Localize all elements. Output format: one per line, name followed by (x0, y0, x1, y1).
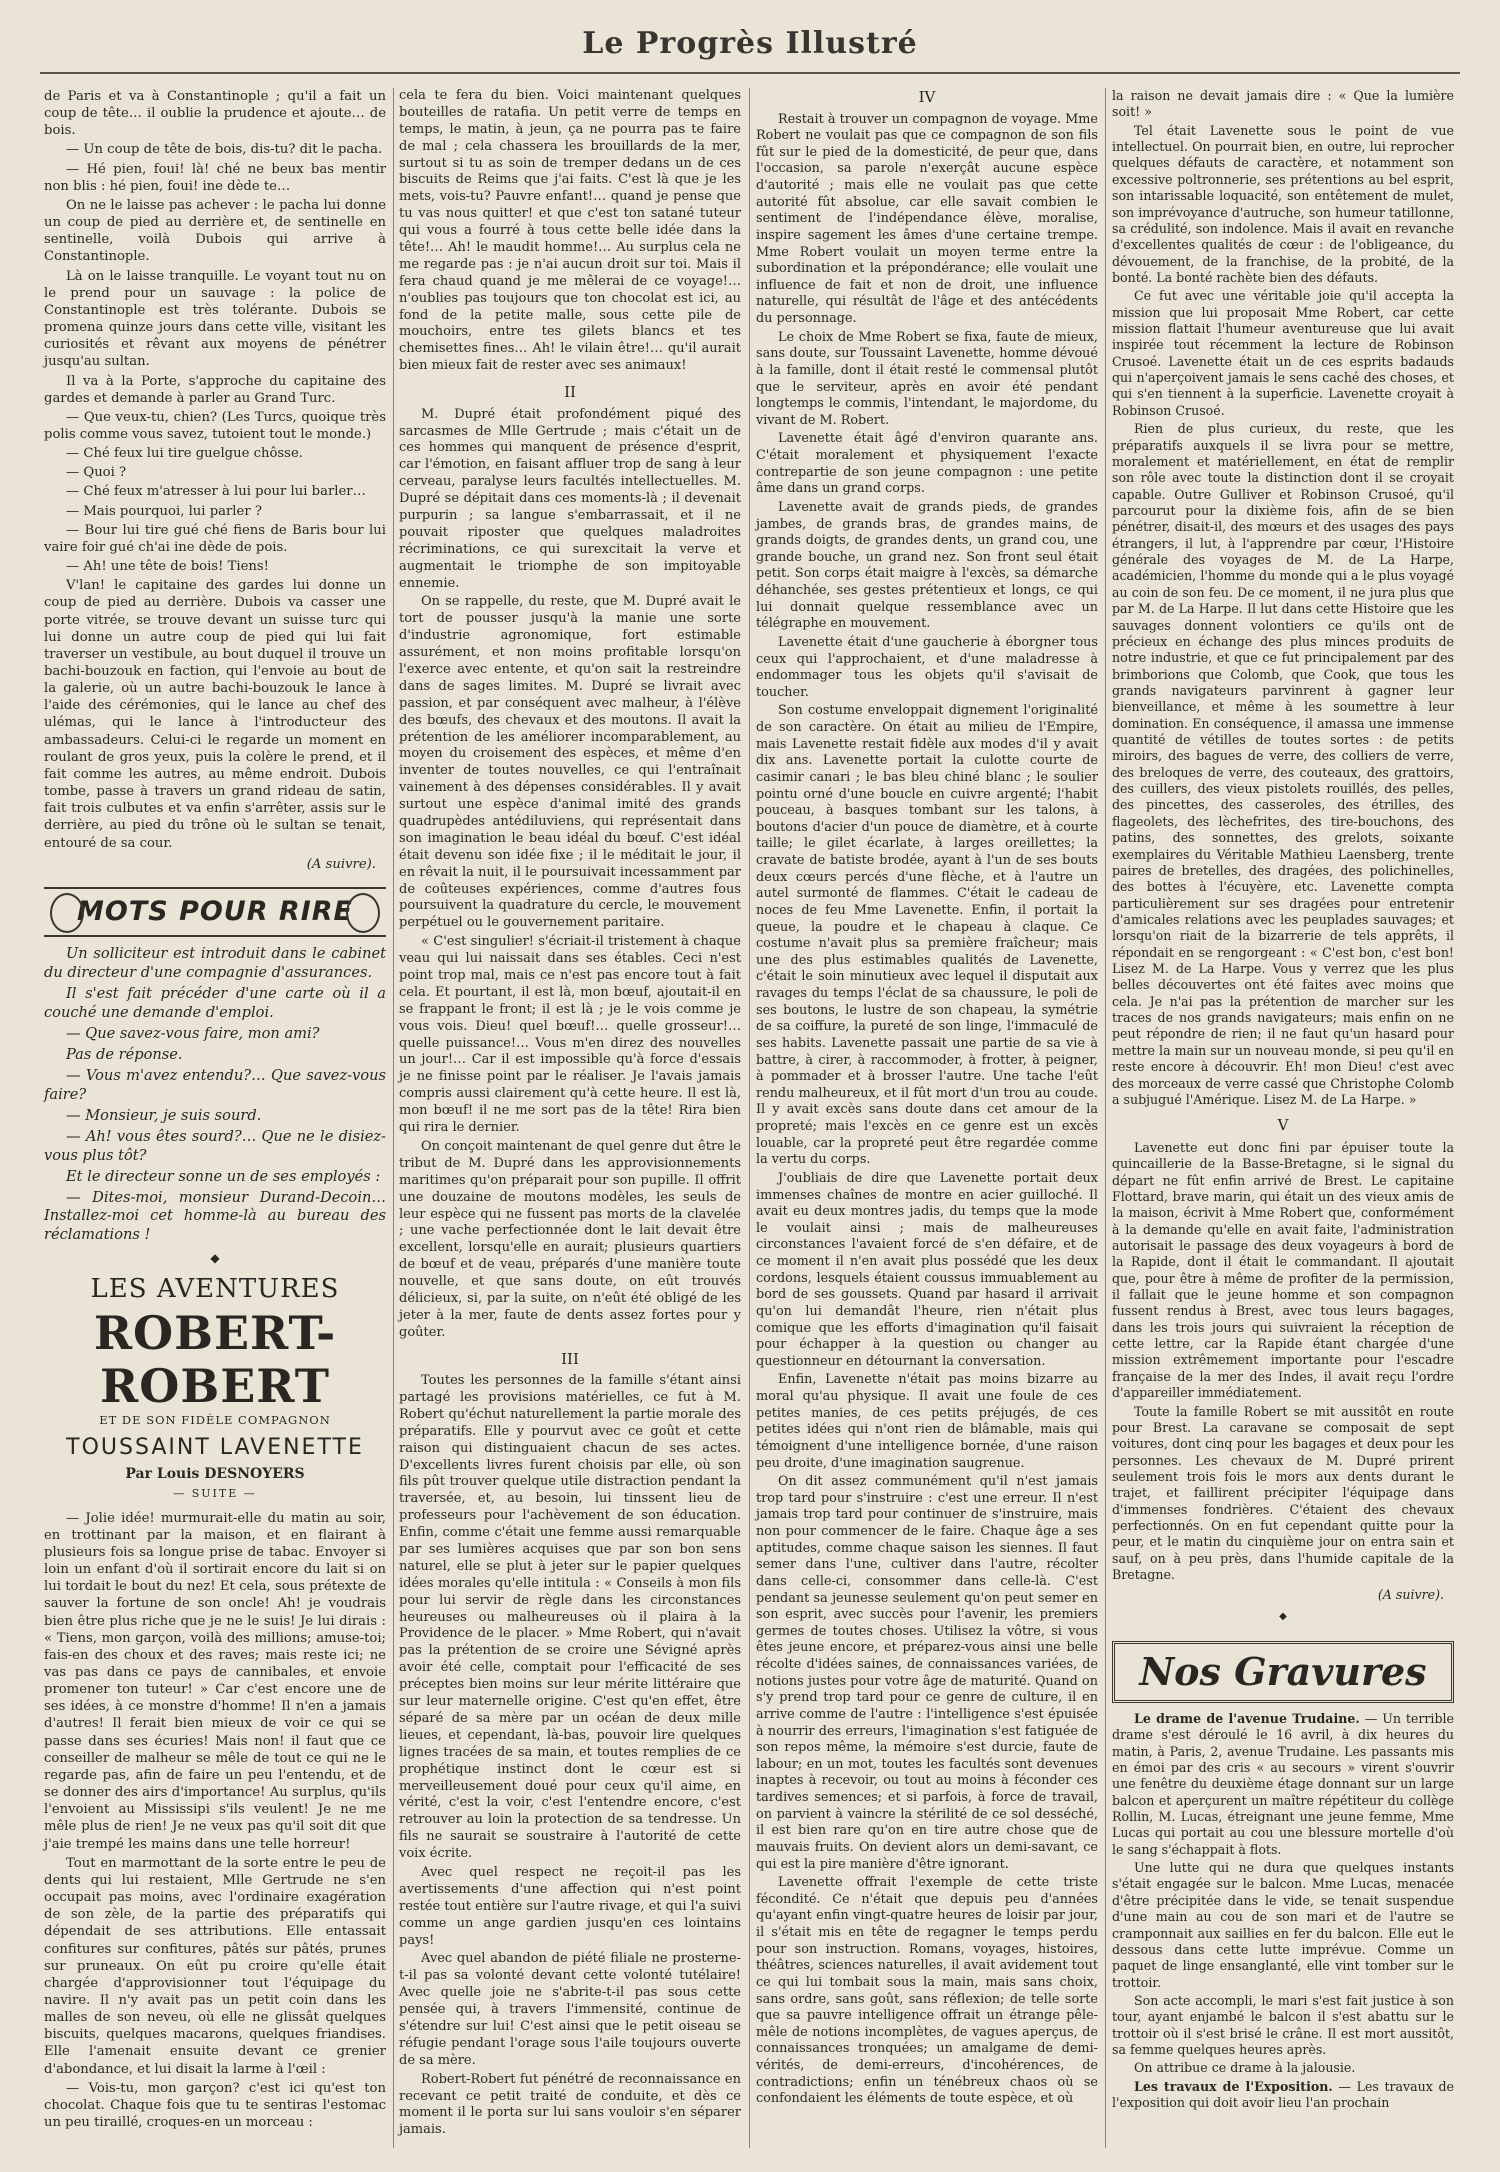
paragraph: Toutes les personnes de la famille s'étant ainsi partagé les provisions matérielles, ce fut à M. Robert qu'échut naturellement la partie morale des préparatifs. Elle y pourvut avec ce goût et cette raison qui distinguaient chacun de ses actes. D'excellents livres furent choisis par elle, où son fils pût trouver quelque utile distraction pendant la traversée, et, au besoin, lui tinssent lieu de professeurs pour l'achèvement de son éducation. Enfin, comme c'était une femme aussi remarquable par ses lumières acquises que par son bon sens naturel, elle se plut à jeter sur le papier quelques idées morales qu'elle intitula : « Conseils à mon fils pour lui servir de règle dans les circonstances heureuses ou malheureuses où il plaira à la Providence de le placer. » Mme Robert, qui n'avait pas la prétention de se croire une Sévigné après avoir été celle, comptait pour l'efficacité de ses préceptes bien moins sur leur mérite littéraire que sur leur maternelle origine. C'est qu'en effet, être séparé de sa mère par un océan de deux mille lieues, et cependant, là-bas, pouvoir lire quelques lignes tracées de sa main, et toutes remplies de ce prophétique instinct dont le cœur est si merveilleusement doué pour ceux qu'il aime, en vérité, c'est la voir, c'est l'entendre encore, c'est retrouver au loin la protection de sa tendresse. Un fils ne saurait se soustraire à l'autorité de cette voix écrite. (399, 1373, 741, 1862)
paragraph: Son costume enveloppait dignement l'originalité de son caractère. On était au milieu de l'Empire, mais Lavenette restait fidèle aux modes d'il y avait dix ans. Lavenette portait la culotte courte de casimir canari ; le bas bleu chiné blanc ; le soulier pointu orné d'une boucle en cuivre argenté; l'habit pouceau, à basques tombant sur les talons, à boutons d'acier d'un pouce de diamètre, et à courte taille; le gilet écarlate, à larges oreillettes; la cravate de batiste brodée, ayant à l'un de ses bouts deux cœurs percés d'une flèche, et à l'autre un autel surmonté de flammes. C'était le cadeau de noces de feu Mme Lavenette. Enfin, il portait la queue, la poudre et le chapeau à claque. Ce costume n'avait plus sa première fraîcheur; mais une des plus estimables qualités de Lavenette, c'était le soin minutieux avec lequel il disputait aux ravages du temps l'éclat de sa chaussure, le poli de ses boutons, le lustre de son chapeau, la symétrie de sa coiffure, la pureté de son linge, l'immaculé de ses habits. Lavenette passait une partie de sa vie à battre, à cirer, à raccommoder, à frotter, à peigner, à pommader et à brosser l'autre. Une tache l'eût rendu malheureux, et il fût mort d'un trou au coude. Il y avait excès sans doute dans cet amour de la propreté; mais l'excès en ce genre est un excès louable, car la propreté peut être regardée comme la vertu du corps. (756, 703, 1098, 1168)
paragraph: Tel était Lavenette sous le point de vue intellectuel. On pourrait bien, en outre, lui reprocher quelques défauts de caractère, et notamment son excessive poltronnerie, ses prétentions au bel esprit, son intarissable loquacité, son entêtement de mulet, son imprévoyance d'autruche, son humeur tatillonne, sa crédulité, son indolence. Mais il avait en revanche d'excellentes qualités de cœur : de l'obligeance, du dévouement, de la franchise, de la probité, de la bonté. La bonté rachète bien des défauts. (1112, 122, 1454, 285)
paragraph: — Ah! une tête de bois! Tiens! (66, 559, 269, 575)
paragraph: V'lan! le capitaine des gardes lui donne un coup de pied au derrière. Dubois va casser une porte vitrée, se trouve devant un suisse turc qui lui donne un autre coup de pied qui lui fait traverser un vestibule, au bout duquel il trouve un bachi-bouzouk en faction, qui l'envoie au bout de la galerie, où un autre bachi-bouzouk le lance à l'aide des cérémonies, qui le lance au chef des ulémas, qui le lance à l'introducteur des ambassadeurs. Celui-ci le regarde un moment en roulant de gros yeux, puis la colère le prend, et il fait comme les autres, au même endroit. Dubois tombe, passe à travers un grand rideau de satin, fait trois culbutes et va enfin s'arrêter, assis sur le derrière, au pied du trône où le sultan se tenait, entouré de sa cour. (44, 578, 386, 851)
ornament-divider: ◆ (210, 1251, 220, 1266)
news-item-title: Les travaux de l'Exposition. (1134, 2078, 1333, 2094)
paragraph: Restait à trouver un compagnon de voyage. Mme Robert ne voulait pas que ce compagnon de son fils fût sur le pied de la domesticité, de peur que, dans l'occasion, sa parole n'exerçât aucune espèce d'autorité ; mais elle ne voulait pas que cette autorité fût absolue, car elle savait combien le sentiment de l'indépendance élève, moralise, inspire sagement les âmes d'une certaine trempe. Mme Robert voulait un moyen terme entre la subordination et la prépondérance; elle voulait une influence de fait et non de droit, une influence naturelle, qui résultât de l'âge et des antécédents du personnage. (756, 111, 1098, 326)
masthead-title: Le Progrès Illustré (582, 26, 918, 61)
to-be-continued: (A suivre). (306, 856, 376, 872)
nos-gravures-title: Nos Gravures (1112, 1641, 1454, 1703)
jokes-section (44, 945, 386, 1246)
paragraph: Le choix de Mme Robert se fixa, faute de mieux, sans doute, sur Toussaint Lavenette, homme dévoué à la famille, dont il était resté le commensal plutôt que le serviteur, après en avoir été pendant longtemps le commis, l'intendant, le majordome, du vivant de M. Robert. (756, 329, 1098, 428)
paragraph: Avec quel abandon de piété filiale ne prosterne-t-il pas sa volonté devant cette volonté tutélaire! Avec quelle joie ne s'abrite-t-il pas sous cette pensée qui, à travers l'immensité, continue de s'étendre sur lui! C'est ainsi que le petit oiseau se réfugie pendant l'orage sous l'aile toujours ouverte de sa mère. (399, 1951, 741, 2068)
paragraph: Lavenette était âgé d'environ quarante ans. C'était moralement et physiquement l'exacte contrepartie de son jeune compagnon : une petite âme dans un grand corps. (756, 431, 1098, 497)
news-item-text: — Un terrible drame s'est déroulé le 16 avril, à dix heures du matin, à Paris, 2, avenue Trudaine. Les passants mis en émoi par des cris « au secours » virent s'ouvrir une fenêtre du deuxième étage donnant sur un large balcon et aperçurent un maître répétiteur du collège Rollin, M. Lucas, étreignant une jeune femme, Mme Lucas qui portait au cou une blessure mortelle d'où le sang s'échappait à flots. (1112, 1710, 1455, 1857)
paragraph: — Mais pourquoi, lui parler ? (66, 503, 262, 519)
joke-line: Un solliciteur est introduit dans le cabinet du directeur d'une compagnie d'assurances. (44, 944, 386, 981)
paragraph: J'oubliais de dire que Lavenette portait deux immenses chaînes de montre en acier guilloché. Il avait eu deux montres jadis, du temps que la mode le voulait ainsi ; mais de malheureuses circonstances l'avaient forcé de s'en défaire, et de ce moment il n'en avait plus possédé que les deux cordons, lesquels étaient coussus immuablement au bord de ses goussets. Quand par hasard il arrivait qu'on lui demandât l'heure, rien n'était plus comique que les efforts d'imagination qu'il faisait pour échapper à la question ou changer au questionneur en détournant la conversation. (756, 1170, 1098, 1369)
paragraph: Une lutte qui ne dura que quelques instants s'était engagée sur le balcon. Mme Lucas, menacée d'être précipitée dans le vide, se tenait suspendue d'une main au cou de son mari et de l'autre se cramponnait aux saillies en fer du balcon. Elle eut le dessous dans cette lutte imprévue. Comme un paquet de linge ensanglanté, elle vint tomber sur le trottoir. (1112, 1860, 1454, 1990)
serial-title-block (44, 1273, 386, 1502)
paragraph: On attribue ce drame à la jalousie. (1134, 2060, 1356, 2076)
joke-line: — Que savez-vous faire, mon ami? (66, 1024, 320, 1042)
paragraph: Son acte accompli, le mari s'est fait justice à son tour, ayant enjambé le balcon il s'est abattu sur le trottoir où il s'est brisé le crâne. Il est mort aussitôt, sa femme quelques heures après. (1112, 1992, 1454, 2058)
paragraph: Il va à la Porte, s'approche du capitaine des gardes et demande à parler au Grand Turc. (44, 373, 386, 406)
news-item-title: Le drame de l'avenue Trudaine. (1134, 1710, 1360, 1726)
paragraph: — Quoi ? (66, 465, 127, 481)
paragraph: de Paris et va à Constantinople ; qu'il a fait un coup de tête… il oublie la prudence et ajoute… de bois. (44, 89, 386, 139)
serial-heading: LES AVENTURES (90, 1274, 340, 1304)
news-item (1112, 1711, 1454, 1858)
section-number: III (561, 1349, 579, 1368)
column-divider (749, 88, 750, 2148)
paragraph: — Hé pien, foui! là! ché ne beux bas mentir non blis : hé pien, foui! ine dède te… (44, 161, 386, 194)
paragraph: Avec quel respect ne reçoit-il pas les avertissements d'une affection qui n'est point restée tout entière sur l'autre rivage, et qui l'a suivi comme un ange gardien jusqu'en ces lointains pays! (399, 1864, 741, 1948)
paragraph: Rien de plus curieux, du reste, que les préparatifs auxquels il se livra pour se mettre, moralement et matériellement, en état de remplir son rôle avec toute la distinction dont il se croyait capable. Outre Gulliver et Robinson Crusoé, qu'il parcourut pour la dixième fois, afin de se bien pénétrer, disait-il, des mœurs et des usages des pays étrangers, il lut, à l'apprendre par cœur, l'Histoire générale des voyages de M. de La Harpe, académicien, l'homme du monde qui a le plus voyagé au coin de son feu. De ce moment, il ne jura plus que par M. de La Harpe. Il lut dans cette Histoire que les sauvages donnent volontiers ce qu'ils ont de précieux en échange des plus minces produits de notre industrie, et que ce fut principalement par des brimborions que Colomb, que Cook, que tous les grands navigateurs parvinrent à gagner leur bienveillance, et même à les soumettre à leur domination. En conséquence, il amassa une immense quantité de vétilles de toutes sortes : de petits miroirs, des bagues de verre, des colliers de verre, des breloques de verre, des couteaux, des grattoirs, des cuillers, des vieux pistolets rouillés, des pelles, des pincettes, des casseroles, des étrilles, des flageolets, des lèchefrites, des tire-bouchons, des patins, des sonnettes, des grelots, soixante exemplaires du Véritable Mathieu Laensberg, trente paires de bretelles, des dragées, des polichinelles, des bottes à l'écuyère, etc. Lavenette compta particulièrement sur ses dragées pour entretenir d'amicales relations avec les peuplades sauvages; et lorsqu'on riait de la bizarrerie de tels apprêts, il répondait en se rengorgeant : « C'est bon, c'est bon! Lisez M. de La Harpe. Vous y verrez que les plus belles découvertes ont été faites avec moins que cela. Je n'ai pas la prétention de marcher sur les traces de nos grands navigateurs; mais enfin on ne peut répondre de rien; il ne faut qu'un hasard pour mettre la main sur un nouveau monde, si peu qu'il en reste encore à découvrir. Eh! mon Dieu! c'est avec des morceaux de verre cassé que Christophe Colomb a subjugué l'Amérique. Lisez M. de La Harpe. » (1112, 421, 1454, 1107)
paragraph: On dit assez communément qu'il n'est jamais trop tard pour s'instruire : c'est une erreur. Il n'est jamais trop tard pour continuer de s'instruire, mais non pour commencer de le faire. Chaque âge a ses aptitudes, comme chaque saison les siennes. Il faut semer dans l'une, cultiver dans l'autre, récolter dans celle-ci, consommer dans celle-là. C'est pendant sa jeunesse seulement qu'on peut semer en son esprit, avec succès pour l'avenir, les premiers germes de toutes choses. Utilisez la vôtre, si vous êtes jeune encore, et préparez-vous ainsi une belle récolte d'idées saines, de connaissances variées, de notions justes pour votre âge de maturité. Quand on s'y prend trop tard pour ce genre de culture, il en arrive comme de l'autre : l'intelligence s'est épuisée à nourrir des erreurs, l'imagination s'est fatiguée de son repos même, la mémoire s'est durcie, faute de labour; en un mot, toutes les facultés sont devenues inaptes à recevoir, ou tout au moins à féconder ces tardives semences; et si parfois, à force de travail, on parvient à vaincre la stérilité de ce sol desséché, il est bien rare qu'on en tire autre chose que de mauvais fruits. On devient alors un demi-savant, ce qui est la pire manière d'être ignorant. (756, 1474, 1098, 1872)
news-item-text: — Les travaux de l'exposition qui doit avoir lieu l'an prochain (1112, 2078, 1454, 2111)
column-4 (1112, 88, 1454, 2113)
paragraph: la raison ne devait jamais dire : « Que la lumière soit! » (1112, 88, 1454, 120)
paragraph: — Ché feux lui tire guelgue chôsse. (66, 446, 303, 462)
column-divider (1105, 88, 1106, 2148)
joke-line: Il s'est fait précéder d'une carte où il a couché une demande d'emploi. (44, 984, 386, 1021)
paragraph: — Jolie idée! murmurait-elle du matin au soir, en trottinant par la maison, et en flairant à plusieurs fois sa longue prise de tabac. Envoyer si loin un enfant d'où il sortirait encore du lait si on lui tordait le bout du nez! Et cela, sous prétexte de sauver la fortune de son oncle! Ah! je voudrais bien être plus riche que je ne le suis! Je lui dirais : « Tiens, mon garçon, voilà des millions; amuse-toi; fais-en des choux et des raves; mais reste ici; ne vas pas dans ce pays de cannibales, et envoie promener ton tuteur! » Car c'est encore une de ses idées, à ce monstre d'homme! Il n'en a jamais d'autres! Il ferait bien mieux de voir ce qui se passe dans ses écuries! Mais non! il faut que ce conseiller de malheur se mêle de tout ce qui ne le regarde pas, afin de faire un peu l'entendu, et de se donner des airs d'importance! Au surplus, qu'ils l'envoient au Mississipi s'ils veulent! Je ne me mêle plus de rien! Je ne veux pas qu'il soit dit que j'aie trempé les mains dans une telle horreur! (44, 1510, 386, 1852)
section-number: IV (918, 88, 936, 106)
header-rule (40, 72, 1460, 74)
joke-line: — Monsieur, je suis sourd. (66, 1106, 262, 1124)
paragraph: Lavenette avait de grands pieds, de grandes jambes, de grands bras, de grandes mains, de grands doigts, de grandes dents, un grand cou, une grande bouche, un grand nez. Son front seul était petit. Son corps était maigre à l'excès, sa démarche déhanchée, ses gestes prétentieux et longs, ce qui lui donnait quelque ressemblance avec un télégraphe en mouvement. (756, 499, 1098, 632)
joke-line: — Ah! vous êtes sourd?… Que ne le disiez-vous plus tôt? (44, 1127, 386, 1164)
paragraph: — Un coup de tête de bois, dis-tu? dit le pacha. (66, 142, 383, 158)
paragraph: Là on le laisse tranquille. Le voyant tout nu on le prend pour un sauvage : la police de Constantinople est très tolérante. Dubois se promena quinze jours dans cette ville, visitant les curiosités et rêvant aux moyens de pénétrer jusqu'au sultan. (44, 268, 386, 370)
paragraph: Ce fut avec une véritable joie qu'il accepta la mission que lui proposait Mme Robert, car cette mission flattait l'humeur aventureuse que lui avait inspirée tout récemment la lecture de Robinson Crusoé. Lavenette était un de ces esprits badauds qui n'aperçoivent jamais le sens caché des choses, et qui s'en tiennent à la superficie. Lavenette croyait à Robinson Crusoé. (1112, 288, 1454, 418)
paragraph: Lavenette eut donc fini par épuiser toute la quincaillerie de la Basse-Bretagne, si le signal du départ ne fût enfin arrivé de Brest. Le capitaine Flottard, brave marin, qui était un des vieux amis de la maison, écrivit à Mme Robert que, conformément à la demande qu'elle en avait faite, l'administration autorisait le passage des deux voyageurs à bord de la Rapide, dont il était le commandant. Il ajoutait que, pour être à même de profiter de la permission, il fallait que le jeune homme et son compagnon fussent rendus à Brest, avec tous leurs bagages, dans les trois jours qui suivraient la réception de cette lettre, car la Rapide étant chargée d'une mission extrêmement importante pour l'escadre française de la mer des Indes, il avait reçu l'ordre d'appareiller immédiatement. (1112, 1139, 1454, 1401)
serial-title: ROBERT-ROBERT (93, 1305, 337, 1413)
ornament-icon (346, 893, 380, 933)
paragraph: On se rappelle, du reste, que M. Dupré avait le tort de pousser jusqu'à la manie une sorte d'industrie agronomique, fort estimable assurément, et non moins profitable lorsqu'on l'exerce avec entente, et qu'on sait la restreindre dans de sages limites. M. Dupré se livrait avec passion, et par conséquent avec malheur, à l'élève des bœufs, des chevaux et des moutons. Il avait la prétention de les améliorer incomparablement, au moyen du croisement des espèces, et même d'en inventer de toutes nouvelles, ce qui l'entraînait vainement à des dépenses considérables. Il y avait surtout une espèce d'animal imité des grands quadrupèdes antédiluviens, qui représentait dans son imagination le beau idéal du bœuf. C'est idéal était devenu son idée fixe ; il le méditait le jour, il en rêvait la nuit, il le poursuivait incessamment par de coûteuses expériences, comme d'autres fous poursuivent la quadrature du cercle, le mouvement perpétuel ou le gouvernement paritaire. (399, 594, 741, 931)
column-divider (393, 88, 394, 2148)
serial-subtitle: ET DE SON FIDÈLE COMPAGNON (99, 1412, 331, 1427)
paragraph: Lavenette offrait l'exemple de cette triste fécondité. Ce n'était que depuis peu d'années qu'ayant enfin vingt-quatre heures de loisir par jour, il s'était mis en tête de regagner le temps perdu pour son instruction. Romans, voyages, histoires, théâtres, sciences naturelles, il avait avidement tout ce qui lui tombait sous la main, mais sans choix, sans ordre, sans goût, sans réflexion; de telle sorte que sa pauvre intelligence offrait un étrange pêle-mêle de notions incomplètes, de vagues aperçus, de connaissances tronquées; un amalgame de demi-vérités, de demi-erreurs, d'incohérences, de contradictions; enfin un ténébreux chaos où se confondaient les éléments de toute espèce, et où (756, 1875, 1098, 2107)
joke-line: Pas de réponse. (66, 1045, 183, 1063)
paragraph: « C'est singulier! s'écriait-il tristement à chaque veau qui lui naissait dans ses étables. Ceci n'est point trop mal, mais ce n'est pas encore tout à fait cela. Et pourtant, il est là, mon bœuf, ajoutait-il en se frappant le front; il est là ; je le vois comme je vous vois. Dieu! quel bœuf!… quelle grosseur!… quelle puissance!… Vous m'en direz des nouvelles un jour!… Car il est impossible qu'à force d'essais je ne finisse point par le réaliser. Je l'avais jamais compris aussi clairement qu'à cette heure. Il est là, mon bœuf! il ne me sort pas de la tête! Rira bien qui rira le dernier. (399, 934, 741, 1136)
paragraph: Enfin, Lavenette n'était pas moins bizarre au moral qu'au physique. Il avait une foule de ces petites manies, de ces petits préjugés, de ces petites idées qui n'ont rien de blâmable, mais qui témoignent d'une intelligence bornée, d'une raison peu droite, d'une imagination saugrenue. (756, 1372, 1098, 1471)
column-2 (399, 88, 741, 2141)
paragraph: — Vois-tu, mon garçon? c'est ici qu'est ton chocolat. Chaque fois que tu te sentiras l'estomac un peu tiraillé, croques-en un morceau : (44, 2080, 386, 2131)
paragraph: On ne le laisse pas achever : le pacha lui donne un coup de pied au derrière et, de sentinelle en sentinelle, voilà Dubois qui arrive à Constantinople. (44, 197, 386, 265)
paragraph: cela te fera du bien. Voici maintenant quelques bouteilles de ratafia. Un petit verre de temps en temps, le matin, à jeun, ça ne pourra pas te faire de mal ; cela chassera les brouillards de la mer, surtout si tu as soin de tremper dedans un de ces biscuits de Reims que j'ai faits. C'est là que je les mets, vois-tu? Pauvre enfant!… quand je pense que tu vas nous quitter! et que c'est ton satané tuteur qui vous a fourré à tous cette belle idée dans la tête!… Ah! le maudit homme!… Au surplus cela ne me regarde pas : je n'ai aucun droit sur toi. Mais il fera chaud quand je me mêlerai de ce voyage!… n'oublies pas toujours que ton chocolat est ici, au fond de la petite malle, sous cette pile de mouchoirs, entre tes gilets blancs et tes chemisettes fines… Ah! le vilain être!… qu'il aurait bien mieux fait de rester avec ses animaux! (399, 88, 741, 374)
paragraph: — Que veux-tu, chien? (Les Turcs, quoique très polis comme vous savez, tutoient tout le monde.) (44, 409, 386, 442)
joke-line: — Dites-moi, monsieur Durand-Decoin… Installez-moi cet homme-là au bureau des réclamations ! (44, 1188, 386, 1244)
serial-suite: — SUITE — (173, 1487, 257, 1501)
section-number: II (564, 383, 576, 402)
paragraph: Tout en marmottant de la sorte entre le peu de dents qui lui restaient, Mlle Gertrude ne s'en occupait pas moins, avec l'ordinaire exagération de son zèle, de la partie des préparatifs qui dépendait de ses attributions. Elle entassait confitures sur confitures, pâtés sur pâtés, prunes sur pruneaux. On eût pu croire qu'elle était chargée d'approvisionner tout l'équipage du navire. Il n'y avait pas un petit coin dans les malles de son neveu, où elle ne glissât quelques biscuits, quelques macarons, quelques friandises. Elle l'amenait ensuite devant ce grenier d'abondance, et lui disait la larme à l'œil : (44, 1855, 386, 2077)
paragraph: — Ché feux m'atresser à lui pour lui barler… (66, 484, 366, 500)
paragraph: M. Dupré était profondément piqué des sarcasmes de Mlle Gertrude ; mais c'était un de ces hommes qui manquent de présence d'esprit, car l'émotion, en faisant affluer trop de sang à leur cerveau, paralyse leurs facultés intellectuelles. M. Dupré se dépitait dans ces moments-là ; il devenait purpurin ; sa langue s'embarrassait, et il ne pouvait riposter que quelques maladroites récriminations, ce qui surexcitait la verve et augmentait le triomphe de son impitoyable ennemie. (399, 406, 741, 591)
column-3 (756, 88, 1098, 2110)
mots-pour-rire-title: MOTS POUR RIRE (76, 896, 353, 928)
joke-line: Et le directeur sonne un de ses employés : (66, 1167, 381, 1185)
mots-pour-rire-banner (44, 887, 386, 937)
joke-line: — Vous m'avez entendu?… Que savez-vous faire? (44, 1066, 386, 1103)
news-item (1112, 2079, 1454, 2112)
section-number: V (1277, 1116, 1289, 1135)
ornament-divider: ◆ (1279, 1610, 1287, 1622)
ornament-icon (50, 893, 84, 933)
paragraph: Lavenette était d'une gaucherie à éborgner tous ceux qui l'approchaient, et d'une maladresse à endommager tous les objets qu'il s'avisait de toucher. (756, 634, 1098, 700)
paragraph: On conçoit maintenant de quel genre dut être le tribut de M. Dupré dans les approvisionnements maritimes qu'on préparait pour son pupille. Il offrit une douzaine de moutons modèles, les seuls de leur espèce qui ne fussent pas morts de la clavelée ; une vache perfectionnée dont le lait devait être excellent, lorsqu'elle en aurait; plusieurs quartiers de bœuf et de veau, préparés d'une manière toute nouvelle, et que sans doute, on eût trouvés délicieux, si, par la suite, on n'eût été obligé de les jeter à la mer, faute de dents assez fortes pour y goûter. (399, 1138, 741, 1340)
serial-companion: TOUSSAINT LAVENETTE (66, 1434, 364, 1460)
paragraph: Robert-Robert fut pénétré de reconnaissance en recevant ce petit traité de conduite, et dès ce moment il le porta sur lui sans vouloir s'en séparer jamais. (399, 2071, 741, 2138)
column-1 (44, 88, 386, 2133)
to-be-continued: (A suivre). (1377, 1587, 1444, 1603)
paragraph: — Bour lui tire gué ché fiens de Baris bour lui vaire foir gué ch'ai ine dède de pois. (44, 522, 386, 555)
serial-author: Par Louis DESNOYERS (125, 1466, 305, 1483)
paragraph: Toute la famille Robert se mit aussitôt en route pour Brest. La caravane se composait de sept voitures, dont cinq pour les bagages et deux pour les personnes. Les chevaux de M. Dupré prirent seulement trois fois le mors aux dents durant le trajet, et faillirent précipiter l'équipage dans d'immenses fondrières. C'étaient des chevaux perfectionnés. On en fut cependant quitte pour la peur, et le matin du cinquième jour on entra sain et sauf, on à peu près, dans l'humide capitale de la Bretagne. (1112, 1403, 1454, 1583)
